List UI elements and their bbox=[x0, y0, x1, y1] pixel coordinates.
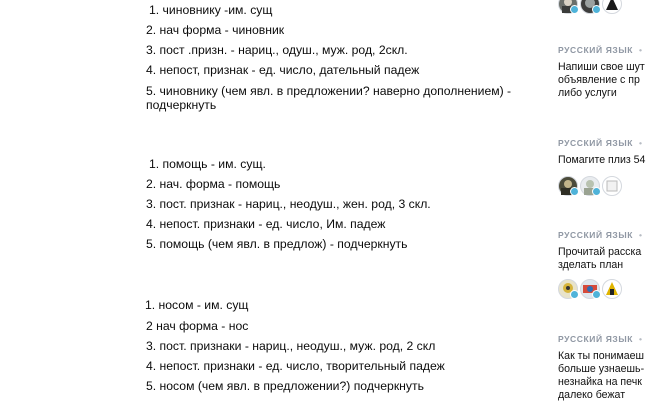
answer-line: 1. помощь - им. сущ. bbox=[149, 157, 266, 171]
answer-line: 2 нач форма - нос bbox=[146, 319, 249, 333]
related-question-card[interactable] bbox=[558, 230, 668, 272]
answerer-avatars bbox=[558, 0, 638, 16]
subject-label[interactable]: РУССКИЙ ЯЗЫК • bbox=[558, 334, 643, 344]
rank-badge-icon bbox=[570, 5, 579, 14]
question-text[interactable]: незнайка на печк bbox=[558, 376, 642, 388]
subject-label[interactable]: РУССКИЙ ЯЗЫК • bbox=[558, 230, 643, 240]
related-question-card[interactable] bbox=[558, 45, 668, 100]
user-avatar[interactable] bbox=[580, 176, 600, 196]
rank-badge-icon bbox=[570, 290, 579, 299]
answer-line: подчеркнуть bbox=[146, 98, 217, 112]
question-text[interactable]: зделать план bbox=[558, 259, 624, 271]
answer-line: 2. нач форма - чиновник bbox=[146, 23, 285, 37]
answer-line: 3. пост. признаки - нариц., неодуш., муж. род, 2 скл bbox=[146, 339, 436, 353]
user-avatar[interactable] bbox=[580, 0, 600, 14]
question-text[interactable]: объявление с пр bbox=[558, 74, 640, 86]
question-text[interactable]: Как ты понимаеш bbox=[558, 350, 645, 362]
answer-line: 5. чиновнику (чем явл. в предложении? наверно дополнением) - bbox=[146, 84, 512, 98]
user-avatar[interactable] bbox=[580, 279, 600, 299]
rank-badge-icon bbox=[592, 5, 601, 14]
answer-line: 4. непост. признаки - ед. число, творительный падеж bbox=[146, 359, 445, 373]
related-question-card[interactable] bbox=[558, 334, 668, 402]
rank-badge-icon bbox=[592, 187, 601, 196]
answer-line: 3. пост. признак - нариц., неодуш., жен. род, 3 скл. bbox=[146, 197, 431, 211]
subject-label[interactable]: РУССКИЙ ЯЗЫК • bbox=[558, 138, 643, 148]
question-text[interactable]: Помагите плиз 54 bbox=[558, 154, 646, 166]
user-avatar[interactable] bbox=[558, 0, 578, 14]
answer-line: 4. непост. признаки - ед. число, Им. падеж bbox=[146, 217, 386, 231]
answerer-avatars bbox=[558, 176, 638, 198]
user-avatar[interactable] bbox=[602, 176, 622, 196]
rank-badge-icon bbox=[570, 187, 579, 196]
answer-line: 5. помощь (чем явл. в предлож) - подчеркнуть bbox=[146, 237, 408, 251]
rank-badge-icon bbox=[592, 290, 601, 299]
question-text[interactable]: Напиши свое шут bbox=[558, 61, 645, 73]
subject-label[interactable]: РУССКИЙ ЯЗЫК • bbox=[558, 45, 643, 55]
answer-line: 4. непост, признак - ед. число, дательный падеж bbox=[146, 63, 420, 77]
answer-line: 2. нач. форма - помощь bbox=[146, 177, 281, 191]
related-questions-sidebar bbox=[548, 0, 646, 401]
question-text[interactable]: Прочитай расска bbox=[558, 246, 642, 258]
user-avatar[interactable] bbox=[558, 176, 578, 196]
question-text[interactable]: больше узнаешь- bbox=[558, 363, 645, 375]
user-avatar[interactable] bbox=[602, 0, 622, 14]
user-avatar[interactable] bbox=[602, 279, 622, 299]
question-text[interactable]: либо услуги bbox=[558, 87, 617, 99]
answerer-avatars bbox=[558, 279, 638, 301]
related-question-card[interactable] bbox=[558, 138, 668, 167]
user-avatar[interactable] bbox=[558, 279, 578, 299]
answer-line: 1. чиновнику -им. сущ bbox=[149, 3, 273, 17]
answer-line: 5. носом (чем явл. в предложении?) подчеркнуть bbox=[146, 379, 424, 393]
answer-line: 3. пост .призн. - нариц., одуш., муж. род, 2скл. bbox=[146, 43, 408, 57]
question-text[interactable]: далеко бежат bbox=[558, 389, 626, 401]
answer-line: 1. носом - им. сущ bbox=[145, 298, 249, 312]
